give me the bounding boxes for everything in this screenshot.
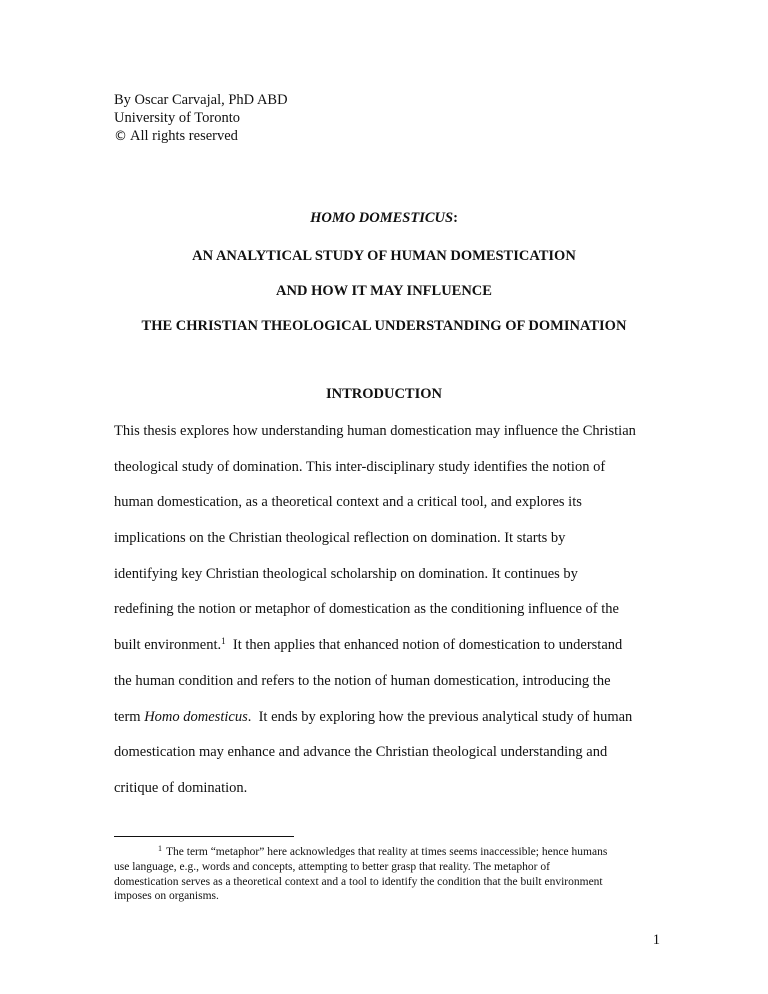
footnote-number: 1 [158, 844, 162, 853]
rights-text: All rights reserved [130, 128, 238, 144]
body-line: This thesis explores how understanding human domestication may influence the Christian [114, 423, 636, 439]
body-line: domestication may enhance and advance the Christian theological understanding and [114, 744, 608, 761]
footnote-line [114, 845, 674, 860]
copyright-icon: © [114, 129, 127, 144]
footnote [114, 845, 674, 904]
footnote-text: The term “metaphor” here acknowledges that reality at times seems inaccessible; hence humans [166, 846, 608, 858]
title-line-4: THE CHRISTIAN THEOLOGICAL UNDERSTANDING OF DOMINATION [141, 318, 627, 334]
body-line: redefining the notion or metaphor of domestication as the conditioning influence of the [114, 601, 619, 618]
section-heading: INTRODUCTION [325, 386, 442, 402]
title-line-3: AND HOW IT MAY INFLUENCE [276, 283, 492, 299]
author-block [114, 91, 288, 146]
copyright-line [114, 127, 288, 146]
body-text-segment: It then applies that enhanced notion of domestication to understand [225, 637, 623, 654]
title-line-1 [0, 210, 768, 227]
author-affiliation: University of Toronto [114, 110, 240, 126]
body-line: human domestication, as a theoretical context and a critical tool, and explores its [114, 494, 582, 511]
body-text-segment: built environment. [114, 637, 222, 654]
footnote-line: imposes on organisms. [114, 890, 219, 903]
body-paragraph [114, 414, 674, 807]
page-number: 1 [652, 932, 660, 948]
italic-term: Homo domesticus [144, 708, 248, 725]
footnote-line: domestication serves as a theoretical context and a tool to identify the condition that the built environment [114, 875, 603, 888]
footnote-divider [114, 836, 294, 837]
footnote-line: use language, e.g., words and concepts, attempting to better grasp that reality. The metaphor of [114, 860, 550, 873]
body-line-with-footnote-ref [114, 628, 674, 664]
author-byline: By Oscar Carvajal, PhD ABD [114, 92, 288, 108]
body-line: the human condition and refers to the notion of human domestication, introducing the [114, 672, 611, 689]
body-line: critique of domination. [114, 779, 248, 796]
body-line: identifying key Christian theological scholarship on domination. It continues by [114, 565, 578, 582]
title-line-2: AN ANALYTICAL STUDY OF HUMAN DOMESTICATION [192, 248, 576, 264]
body-text-segment: . It ends by exploring how the previous analytical study of human [247, 708, 633, 725]
title-italic: HOMO DOMESTICUS [310, 210, 454, 226]
body-text-segment: term [114, 708, 145, 725]
body-line: implications on the Christian theological reflection on domination. It starts by [114, 530, 566, 547]
title-colon: : [453, 210, 458, 226]
body-line: theological study of domination. This inter-disciplinary study identifies the notion of [114, 458, 606, 475]
body-line-with-italic [114, 700, 674, 736]
footnote-reference: 1 [221, 636, 226, 647]
